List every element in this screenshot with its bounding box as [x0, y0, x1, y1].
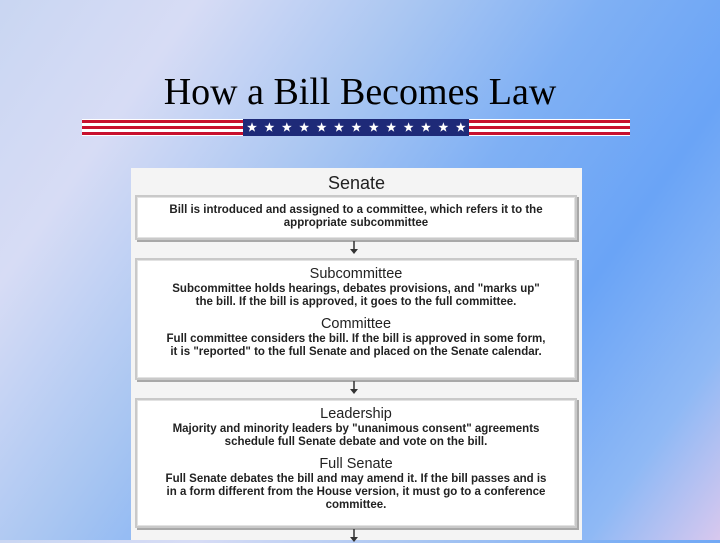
leadership-line-2: schedule full Senate debate and vote on the bill. — [224, 436, 488, 448]
leadership-heading: Leadership — [320, 406, 392, 422]
full-senate-line-1: Full Senate debates the bill and may amend it. If the bill passes and is — [165, 473, 547, 485]
leadership-full-senate-box — [135, 398, 577, 528]
flag-stripe-divider — [82, 119, 630, 136]
arrow-down-icon — [348, 529, 360, 543]
slide-title: How a Bill Becomes Law — [163, 71, 557, 113]
committee-line-2: it is "reported" to the full Senate and placed on the Senate calendar. — [170, 346, 542, 358]
introduction-box — [135, 195, 577, 240]
subcommittee-line-1: Subcommittee holds hearings, debates provisions, and "marks up" — [172, 283, 540, 295]
diagram-heading: Senate — [327, 173, 386, 193]
subcommittee-committee-box — [135, 258, 577, 380]
full-senate-line-2: in a form different from the House version, it must go to a conference — [166, 486, 546, 498]
subcommittee-line-2: the bill. If the bill is approved, it goes to the full committee. — [195, 296, 517, 308]
senate-flow-diagram — [131, 168, 582, 540]
leadership-line-1: Majority and minority leaders by "unanimous consent" agreements — [172, 423, 540, 435]
subcommittee-heading: Subcommittee — [309, 266, 403, 282]
introduction-line-2: appropriate subcommittee — [283, 217, 429, 229]
committee-line-1: Full committee considers the bill. If the bill is approved in some form, — [166, 333, 546, 345]
full-senate-line-3: committee. — [325, 499, 387, 511]
arrow-down-icon — [348, 241, 360, 255]
introduction-line-1: Bill is introduced and assigned to a committee, which refers it to the — [169, 204, 543, 216]
arrow-down-icon — [348, 381, 360, 395]
full-senate-heading: Full Senate — [319, 456, 393, 472]
committee-heading: Committee — [320, 316, 392, 332]
